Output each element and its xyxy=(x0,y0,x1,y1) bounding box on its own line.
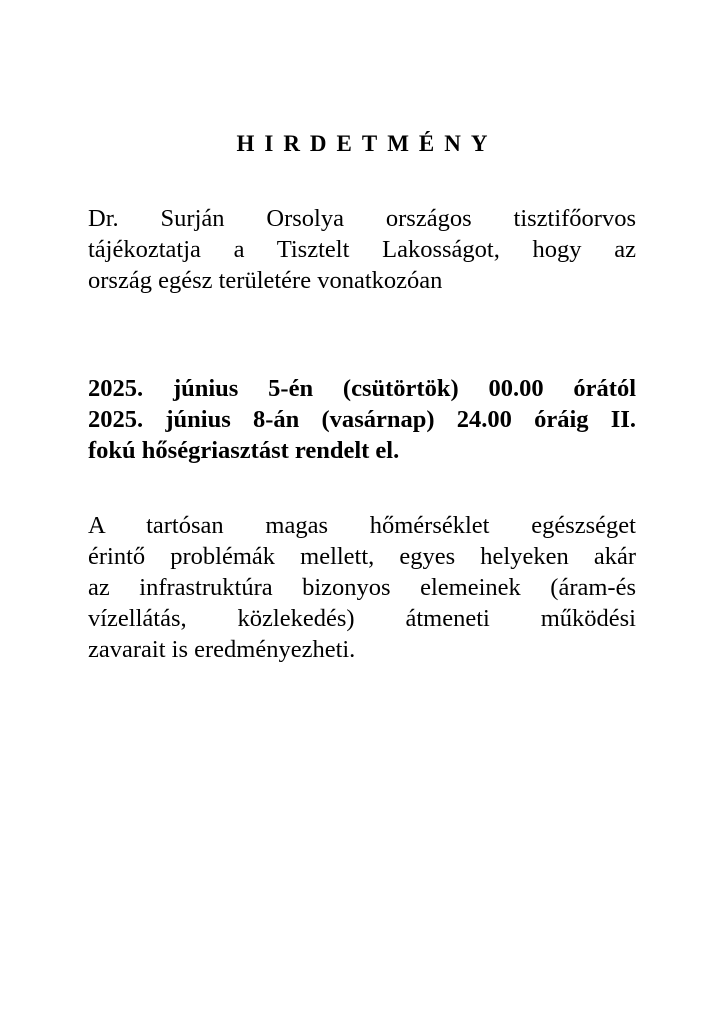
decree-paragraph xyxy=(88,373,636,466)
impact-line: zavarait is eredményezheti. xyxy=(88,636,356,663)
intro-line: ország egész területére vonatkozóan xyxy=(88,267,443,294)
impact-line: A tartósan magas hőmérséklet egészséget xyxy=(88,512,636,539)
intro-line: Dr. Surján Orsolya országos tisztifőorvos xyxy=(88,205,636,232)
impact-paragraph xyxy=(88,510,636,665)
impact-line: az infrastruktúra bizonyos elemeinek (áram-és xyxy=(88,574,636,601)
intro-paragraph xyxy=(88,203,636,296)
intro-line: tájékoztatja a Tisztelt Lakosságot, hogy az xyxy=(88,236,636,263)
decree-line: 2025. június 5-én (csütörtök) 00.00 órától xyxy=(88,375,636,402)
impact-line: érintő problémák mellett, egyes helyeken akár xyxy=(88,543,636,570)
decree-line: 2025. június 8-án (vasárnap) 24.00 óráig II. xyxy=(88,406,636,433)
document-title: HIRDETMÉNY xyxy=(236,131,498,156)
impact-line: vízellátás, közlekedés) átmeneti működési xyxy=(88,605,636,632)
decree-line: fokú hőségriasztást rendelt el. xyxy=(88,437,400,464)
